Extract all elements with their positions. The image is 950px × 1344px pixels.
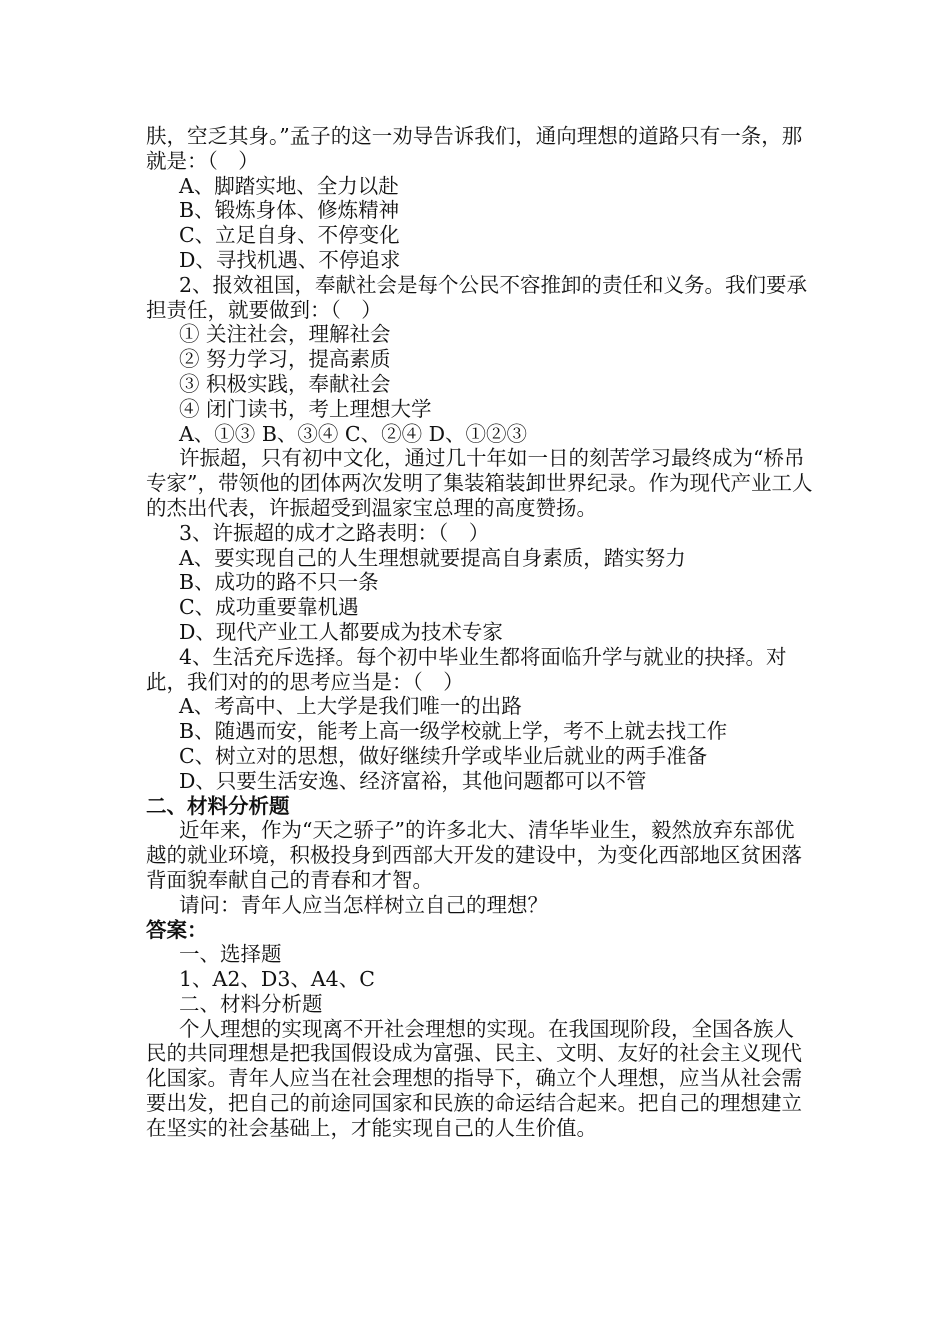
document-page <box>146 124 814 1141</box>
q4-option-d: D、只要生活安逸、经济富裕，其他问题都可以不管 <box>179 768 647 793</box>
q1-option-a: A、脚踏实地、全力以赴 <box>179 173 399 198</box>
q1-option-d: D、寻找机遇、不停追求 <box>179 247 401 272</box>
q2-item-4: ④ 闭门读书，考上理想大学 <box>179 396 432 421</box>
q2-item-1: ① 关注社会，理解社会 <box>179 322 391 347</box>
q4-stem: 4、生活充斥选择。每个初中毕业生都将面临升学与就业的抉择。对此，我们对的的思考应当是：（ ） <box>146 644 787 694</box>
q3-passage: 许振超，只有初中文化，通过几十年如一日的刻苦学习最终成为“桥吊专家”，带领他的团体两次发明了集装箱装卸世界纪录。作为现代产业工人的杰出代表，许振超受到温家宝总理的高度赞扬。 <box>146 446 813 520</box>
q3-option-b: B、成功的路不只一条 <box>179 570 379 595</box>
answers-part1-content: 1、A2、D3、A4、C <box>179 967 375 992</box>
q2-item-3: ③ 积极实践，奉献社会 <box>179 371 391 396</box>
q4-option-c: C、树立对的思想，做好继续升学或毕业后就业的两手准备 <box>179 743 708 768</box>
q1-stem-continued: 肤，空乏其身。”孟子的这一劝导告诉我们，通向理想的道路只有一条，那就是：（ ） <box>146 124 803 173</box>
section2-material: 近年来，作为“天之骄子”的许多北大、清华毕业生，毅然放弃东部优越的就业环境，积极投身到西部大开发的建设中，为变化西部地区贫困落背面貌奉献自己的青春和才智。 <box>146 818 802 892</box>
q2-choices: A、①③ B、③④ C、②④ D、①②③ <box>179 421 528 446</box>
q3-option-a: A、要实现自己的人生理想就要提高自身素质，踏实努力 <box>179 545 686 570</box>
section2-question: 请问：青年人应当怎样树立自己的理想？ <box>179 892 548 917</box>
section2-heading: 二、材料分析题 <box>146 793 290 818</box>
q4-option-a: A、考高中、上大学是我们唯一的出路 <box>179 694 522 719</box>
q4-option-b: B、随遇而安，能考上高一级学校就上学，考不上就去找工作 <box>179 719 728 744</box>
answers-heading: 答案： <box>146 917 208 942</box>
q1-option-b: B、锻炼身体、修炼精神 <box>179 198 400 223</box>
answers-part2-content: 个人理想的实现离不开社会理想的实现。在我国现阶段，全国各族人民的共同理想是把我国假设成为富强、民主、文明、友好的社会主义现代化国家。青年人应当在社会理想的指导下，确立个人理想，应当从社会需要出发，把自己的前途同国家和民族的命运结合起来。把自己的理想建立在坚实的社会基础上，才能实现自己的人生价值。 <box>146 1016 802 1140</box>
q2-stem: 2、报效祖国，奉献社会是每个公民不容推卸的责任和义务。我们要承担责任，就要做到：（ ） <box>146 272 808 322</box>
q3-option-c: C、成功重要靠机遇 <box>179 595 359 620</box>
q2-item-2: ② 努力学习，提高素质 <box>179 347 391 372</box>
q3-stem: 3、许振超的成才之路表明：（ ） <box>179 520 490 545</box>
answers-part2-title: 二、材料分析题 <box>179 991 323 1016</box>
q1-option-c: C、立足自身、不停变化 <box>179 223 400 248</box>
q3-option-d: D、现代产业工人都要成为技术专家 <box>179 619 503 644</box>
answers-part1-title: 一、选择题 <box>179 942 282 967</box>
